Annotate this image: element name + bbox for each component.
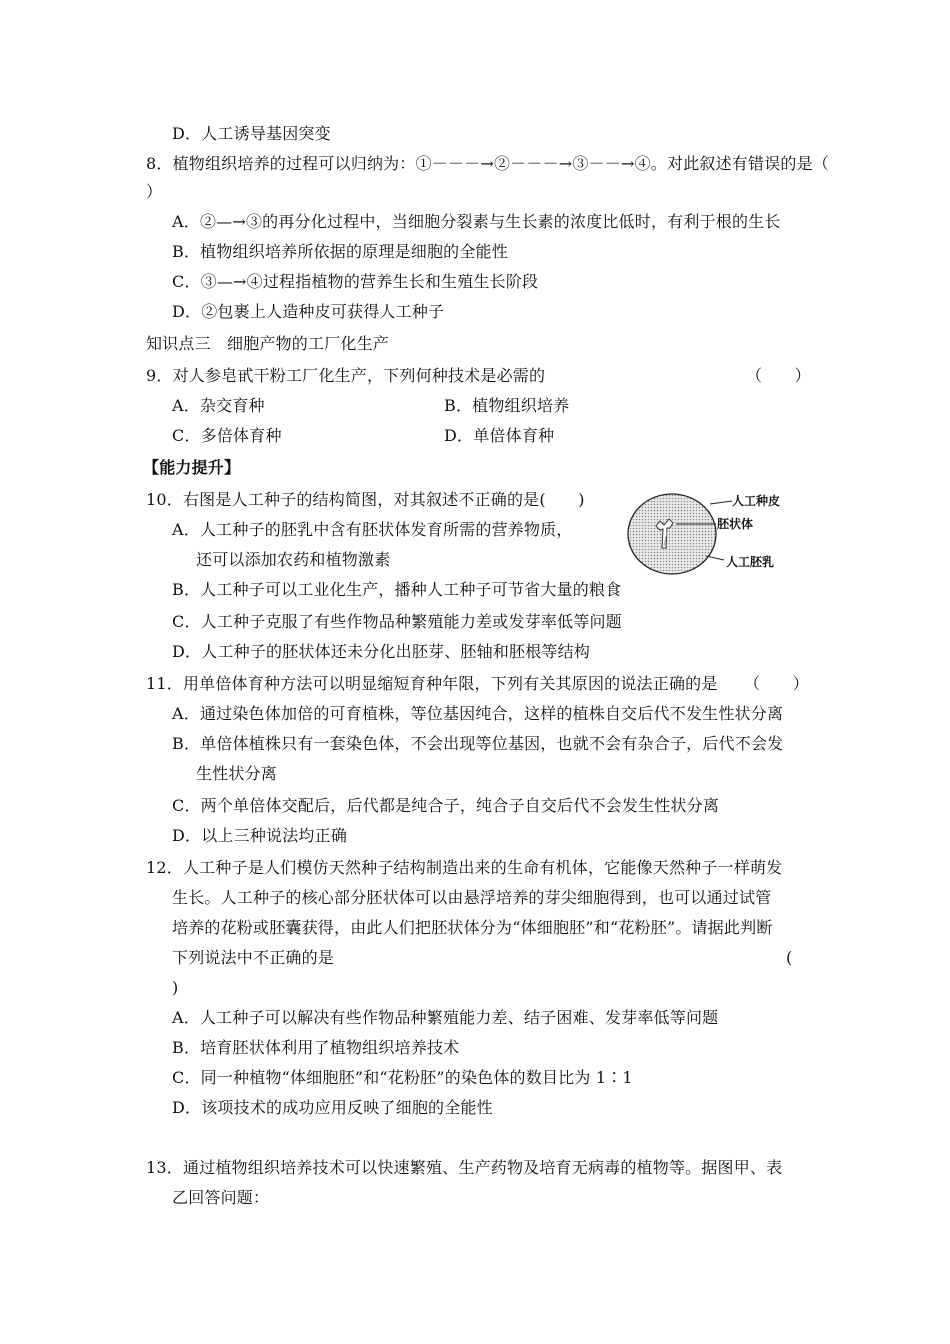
- q9-option-a: A．杂交育种: [172, 396, 265, 415]
- q11-option-b-line2: 生性状分离: [196, 764, 278, 783]
- q9-option-d: D．单倍体育种: [444, 426, 555, 445]
- q8-option-a: A．②—→③的再分化过程中，当细胞分裂素与生长素的浓度比低时，有利于根的生长: [172, 212, 781, 231]
- q11-option-a: A．通过染色体加倍的可育植株，等位基因纯合，这样的植株自交后代不发生性状分离: [172, 704, 784, 723]
- q12-paren-close: ): [172, 978, 179, 997]
- q11-stem: 11．用单倍体育种方法可以明显缩短育种年限，下列有关其原因的说法正确的是: [146, 674, 718, 693]
- q11-answer-paren: （ ）: [744, 674, 809, 693]
- section-heading: 【能力提升】: [143, 458, 241, 477]
- q11-option-b-line1: B．单倍体植株只有一套染色体，不会出现等位基因，也就不会有杂合子，后代不会发: [172, 734, 784, 753]
- q10-option-b: B．人工种子可以工业化生产，播种人工种子可节省大量的粮食: [172, 580, 622, 599]
- q8-option-c: C．③—→④过程指植物的营养生长和生殖生长阶段: [172, 272, 539, 291]
- q10-option-d: D．人工种子的胚状体还未分化出胚芽、胚轴和胚根等结构: [172, 642, 591, 661]
- q12-option-c: C．同一种植物“体细胞胚”和“花粉胚”的染色体的数目比为 1∶1: [172, 1068, 633, 1087]
- seed-coat-outline: [628, 494, 716, 574]
- q12-stem-line2: 生长。人工种子的核心部分胚状体可以由悬浮培养的芽尖细胞得到，也可以通过试管: [172, 888, 772, 907]
- q12-option-b: B．培育胚状体利用了植物组织培养技术: [172, 1038, 460, 1057]
- label-seed-coat: 人工种皮: [732, 494, 781, 508]
- q13-stem-line1: 13．通过植物组织培养技术可以快速繁殖、生产药物及培育无病毒的植物等。据图甲、表: [146, 1158, 783, 1177]
- q9-answer-paren: （ ）: [746, 366, 811, 385]
- q9-option-c: C．多倍体育种: [172, 426, 282, 445]
- q11-option-c: C．两个单倍体交配后，后代都是纯合子，纯合子自交后代不会发生性状分离: [172, 796, 720, 815]
- q12-stem-line4: 下列说法中不正确的是: [172, 948, 335, 967]
- q12-stem-line1: 12．人工种子是人们模仿天然种子结构制造出来的生命有机体，它能像天然种子一样萌发: [146, 858, 783, 877]
- q10-option-c: C．人工种子克服了有些作物品种繁殖能力差或发芽率低等问题: [172, 612, 622, 631]
- q8-stem: 8．植物组织培养的过程可以归纳为：①－－－→②－－－→③－－→④。对此叙述有错误的是（: [146, 154, 829, 173]
- q7-option-d: D．人工诱导基因突变: [172, 124, 331, 143]
- q12-stem-line3: 培养的花粉或胚囊获得，由此人们把胚状体分为“体细胞胚”和“花粉胚”。请据此判断: [172, 918, 773, 937]
- q8-stem-cont: ）: [146, 182, 163, 201]
- q10-option-a-line2: 还可以添加农药和植物激素: [196, 550, 391, 569]
- q10-stem: 10．右图是人工种子的结构简图，对其叙述不正确的是( ): [146, 490, 585, 509]
- artificial-seed-diagram: [620, 488, 820, 583]
- q12-option-d: D．该项技术的成功应用反映了细胞的全能性: [172, 1098, 493, 1117]
- label-embryoid: 胚状体: [717, 517, 754, 531]
- q12-paren-open: (: [786, 948, 793, 967]
- q8-option-b: B．植物组织培养所依据的原理是细胞的全能性: [172, 242, 508, 261]
- label-endosperm: 人工胚乳: [726, 555, 775, 569]
- q10-option-a-line1: A．人工种子的胚乳中含有胚状体发育所需的营养物质，: [172, 520, 573, 539]
- q11-option-d: D．以上三种说法均正确: [172, 826, 348, 845]
- q12-option-a: A．人工种子可以解决有些作物品种繁殖能力差、结子困难、发芽率低等问题: [172, 1008, 719, 1027]
- q8-option-d: D．②包裹上人造种皮可获得人工种子: [172, 302, 445, 321]
- knowledge-point-heading: 知识点三 细胞产物的工厂化生产: [146, 334, 390, 353]
- q13-stem-line2: 乙回答问题：: [172, 1188, 270, 1207]
- q9-stem: 9．对人参皂甙干粉工厂化生产，下列何种技术是必需的: [146, 366, 546, 385]
- q9-option-b: B．植物组织培养: [444, 396, 570, 415]
